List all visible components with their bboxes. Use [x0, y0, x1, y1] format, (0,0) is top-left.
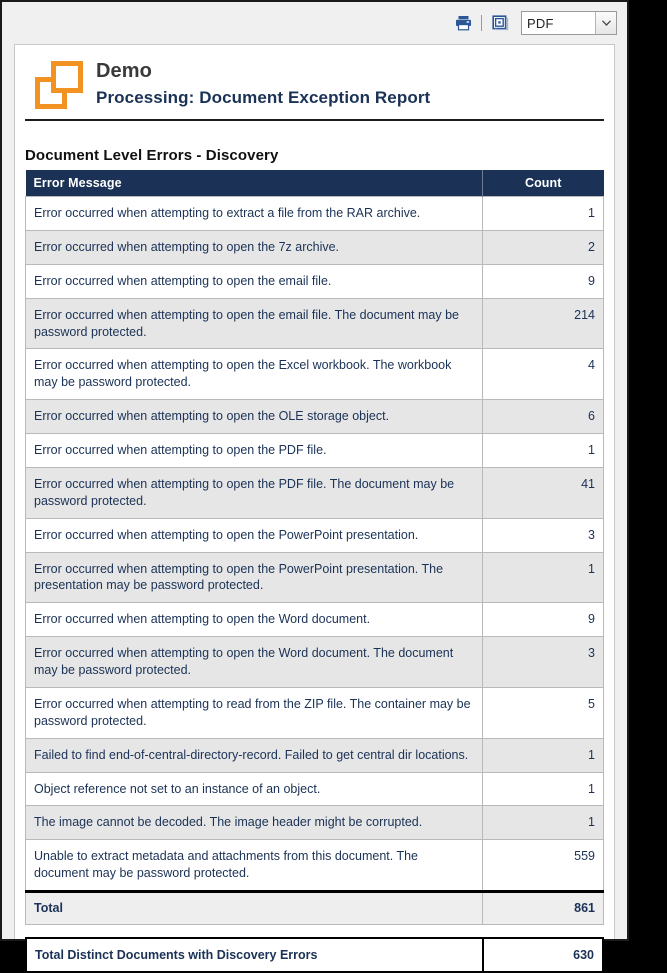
- total-count: 861: [483, 892, 604, 925]
- printer-icon[interactable]: [452, 12, 474, 34]
- total-label: Total: [26, 892, 483, 925]
- table-row: [26, 738, 604, 772]
- error-count-cell: 1: [483, 197, 604, 231]
- error-count-cell: 3: [483, 518, 604, 552]
- error-count-cell: 9: [483, 264, 604, 298]
- table-row: [26, 400, 604, 434]
- error-message-cell: Error occurred when attempting to extract a file from the RAR archive.: [26, 197, 483, 231]
- error-count-cell: 1: [483, 738, 604, 772]
- error-message-cell: Error occurred when attempting to open the PDF file. The document may be password protected.: [26, 467, 483, 518]
- error-message-cell: Error occurred when attempting to open the Word document. The document may be password protected.: [26, 637, 483, 688]
- report-page: [14, 44, 615, 962]
- table-row: [26, 518, 604, 552]
- total-row: [26, 892, 604, 925]
- chevron-down-icon-glyph: [602, 20, 611, 26]
- error-count-cell: 1: [483, 806, 604, 840]
- error-message-cell: Failed to find end-of-central-directory-record. Failed to get central dir locations.: [26, 738, 483, 772]
- page-title: Demo: [96, 60, 152, 82]
- export-format-select[interactable]: [521, 11, 617, 35]
- table-row: [26, 840, 604, 892]
- error-count-cell: 5: [483, 687, 604, 738]
- error-message-cell: Error occurred when attempting to open the Excel workbook. The workbook may be password protected.: [26, 349, 483, 400]
- report-header: [25, 45, 604, 121]
- table-row: [26, 603, 604, 637]
- error-count-cell: 41: [483, 467, 604, 518]
- error-count-cell: 559: [483, 840, 604, 892]
- logo-square-top-right: [51, 61, 83, 93]
- error-message-cell: Object reference not set to an instance of an object.: [26, 772, 483, 806]
- error-message-cell: Unable to extract metadata and attachments from this document. The document may be password protected.: [26, 840, 483, 892]
- error-message-cell: Error occurred when attempting to read from the ZIP file. The container may be password protected.: [26, 687, 483, 738]
- report-subtitle: Processing: Document Exception Report: [96, 88, 431, 107]
- table-row: [26, 687, 604, 738]
- table-row: [26, 772, 604, 806]
- error-table-body: [26, 197, 604, 892]
- table-row: [26, 552, 604, 603]
- error-count-cell: 1: [483, 772, 604, 806]
- grand-total-label: Total Distinct Documents with Discovery Errors: [26, 938, 483, 972]
- toolbar-separator: [481, 15, 482, 31]
- chevron-down-icon[interactable]: [595, 12, 616, 34]
- error-message-cell: Error occurred when attempting to open the email file.: [26, 264, 483, 298]
- error-count-cell: 9: [483, 603, 604, 637]
- error-message-cell: Error occurred when attempting to open the 7z archive.: [26, 230, 483, 264]
- company-logo-icon: [35, 61, 83, 109]
- table-row: [26, 467, 604, 518]
- grand-total-count: 630: [483, 938, 603, 972]
- table-row: [26, 806, 604, 840]
- section-title: Document Level Errors - Discovery: [25, 147, 279, 165]
- error-count-cell: 1: [483, 434, 604, 468]
- error-count-cell: 4: [483, 349, 604, 400]
- report-title-block: [96, 59, 430, 109]
- error-message-cell: Error occurred when attempting to open the email file. The document may be password protected.: [26, 298, 483, 349]
- error-message-cell: The image cannot be decoded. The image header might be corrupted.: [26, 806, 483, 840]
- grand-total-row: [26, 938, 603, 972]
- error-count-cell: 1: [483, 552, 604, 603]
- table-row: [26, 434, 604, 468]
- error-message-cell: Error occurred when attempting to open the PDF file.: [26, 434, 483, 468]
- table-row: [26, 298, 604, 349]
- table-row: [26, 349, 604, 400]
- export-save-icon-glyph: [492, 15, 509, 31]
- error-count-cell: 2: [483, 230, 604, 264]
- error-summary-table: [25, 170, 604, 925]
- error-message-cell: Error occurred when attempting to open the PowerPoint presentation.: [26, 518, 483, 552]
- error-message-cell: Error occurred when attempting to open the OLE storage object.: [26, 400, 483, 434]
- report-toolbar: [2, 2, 627, 44]
- export-format-value: PDF: [527, 15, 554, 31]
- error-count-cell: 6: [483, 400, 604, 434]
- error-count-cell: 3: [483, 637, 604, 688]
- error-message-cell: Error occurred when attempting to open the Word document.: [26, 603, 483, 637]
- table-row: [26, 264, 604, 298]
- table-header-row: [26, 170, 604, 197]
- table-row: [26, 197, 604, 231]
- column-header-count[interactable]: Count: [483, 170, 604, 197]
- export-save-icon[interactable]: [489, 12, 511, 34]
- column-header-error-message[interactable]: Error Message: [26, 170, 483, 197]
- grand-total-table: [25, 937, 604, 973]
- table-row: [26, 637, 604, 688]
- error-message-cell: Error occurred when attempting to open the PowerPoint presentation. The presentation may be password protected.: [26, 552, 483, 603]
- printer-icon-glyph: [455, 15, 472, 31]
- table-row: [26, 230, 604, 264]
- error-count-cell: 214: [483, 298, 604, 349]
